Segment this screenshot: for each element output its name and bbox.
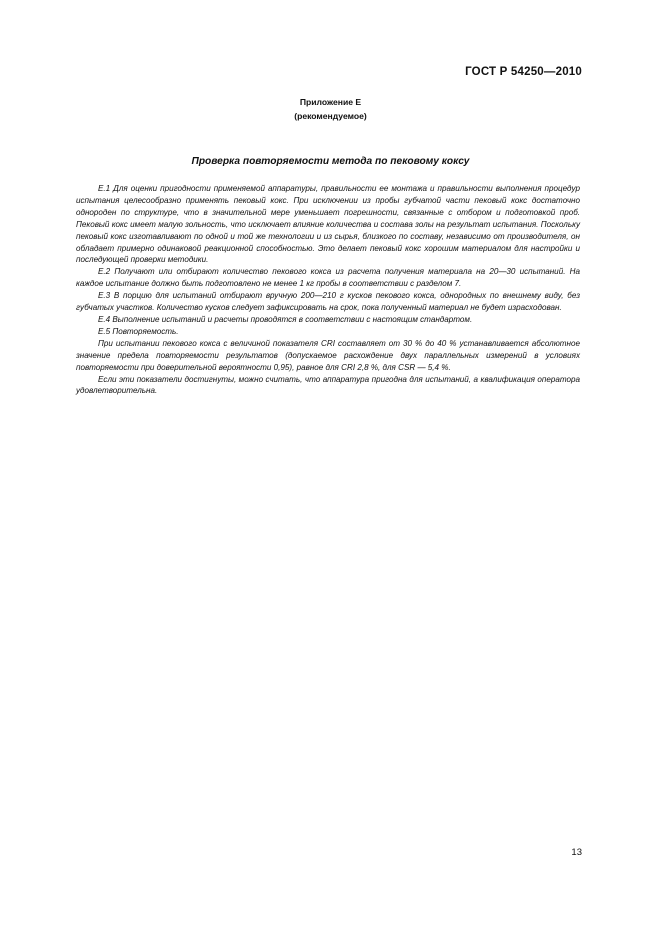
annex-status: (рекомендуемое) [294, 111, 367, 121]
annex-heading [0, 95, 661, 123]
body-text [76, 183, 580, 397]
paragraph-e1: Е.1 Для оценки пригодности применяемой аппаратуры, правильности ее монтажа и правильности выполнения процедур испытания целесообразно применять пековый кокс. При исключении из пробы губчатой части пековый кокс достаточно однороден по структуре, что в значительной мере уменьшает погрешности, связанные с отбором и подготовкой проб. Пековый кокс имеет малую зольность, что исключает влияние количества и состава золы на результат испытания. Поскольку пековый кокс изготавливают по одной и той же технологии и из сырья, близкого по составу, независимо от производителя, он обладает примерно одинаковой реакционной способностью. Это делает пековый кокс хорошим материалом для настройки и последующей проверки методики. [76, 184, 580, 265]
paragraph-e5: Е.5 Повторяемость. [98, 326, 179, 336]
paragraph-conclusion: Если эти показатели достигнуты, можно считать, что аппаратура пригодна для испытаний, а квалификация оператора удовлетворительна. [76, 374, 580, 396]
page-number: 13 [571, 847, 582, 858]
section-title: Проверка повторяемости метода по пековому коксу [191, 156, 470, 167]
standard-number: ГОСТ Р 54250—2010 [465, 66, 582, 78]
annex-title: Приложение Е [299, 97, 362, 107]
paragraph-e3: Е.3 В порцию для испытаний отбирают вручную 200—210 г кусков пекового кокса, однородных по внешнему виду, без губчатых участков. Количество кусков следует зафиксировать на срок, пока полученный материал не будет израсходован. [76, 291, 580, 313]
paragraph-repeatability: При испытании пекового кокса с величиной показателя CRI составляет от 30 % до 40 % устанавливается абсолютное значение предела повторяемости результатов (допускаемое расхождение двух параллельных измерений в условиях повторяемости при доверительной вероятности 0,95), равное для CRI 2,8 %, для CSR — 5,4 %. [76, 338, 580, 372]
paragraph-e2: Е.2 Получают или отбирают количество пекового кокса из расчета получения материала на 20—30 испытаний. На каждое испытание должно быть подготовлено не менее 1 кг пробы в соответствии с разделом 7. [76, 267, 580, 289]
paragraph-e4: Е.4 Выполнение испытаний и расчеты проводятся в соответствии с настоящим стандартом. [98, 314, 473, 324]
